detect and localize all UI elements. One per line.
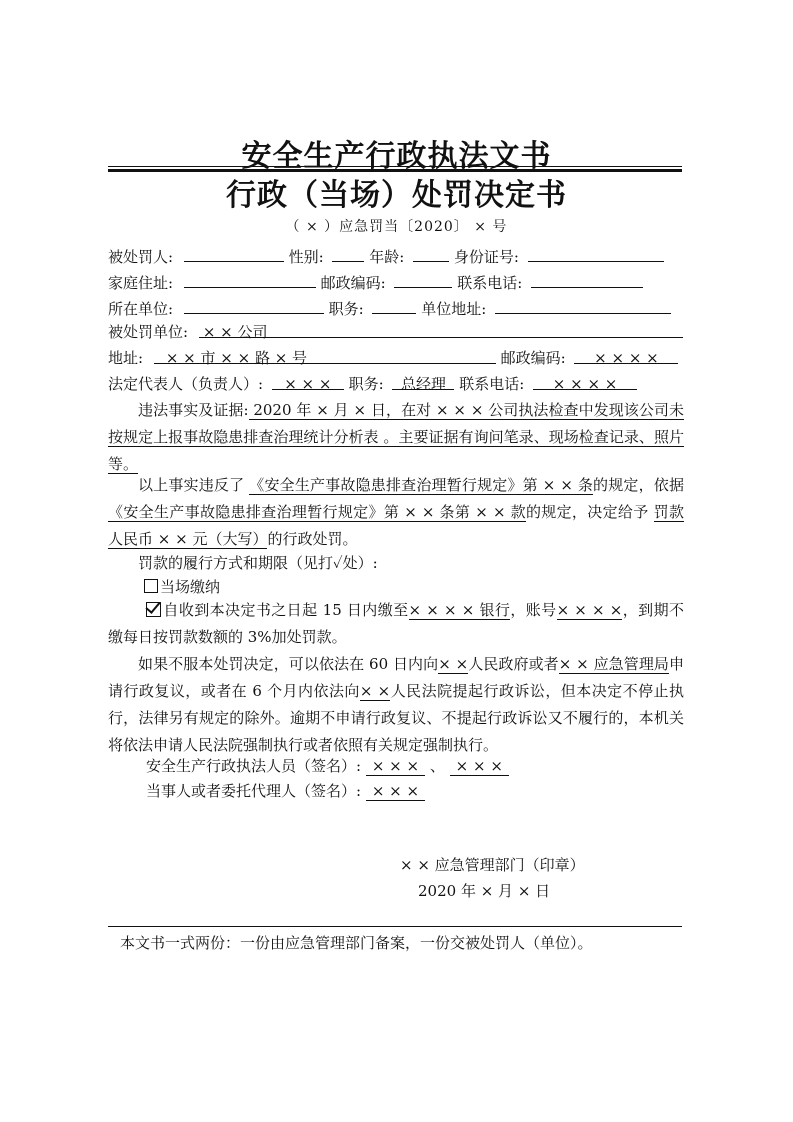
payment-method-label: 罚款的履行方式和期限（见打✓处）: (138, 554, 378, 572)
id-number-label: 身份证号: (453, 248, 519, 266)
appeal-text-3: 申请行政复议，或者在 6 个月内依法向 (108, 655, 684, 700)
home-address-label: 家庭住址: (108, 274, 174, 292)
unit-row-3 (108, 372, 684, 396)
party-signature-row (108, 779, 684, 803)
unit-name-label: 被处罚单位: (108, 323, 189, 341)
facts-text[interactable]: 2020 年 × 月 × 日，在对 × × × 公司执法检查中发现该公司未按规定上报事故隐患排查治理统计分析表 。主要证据有询问笔录、现场检查记录、照片等。 (108, 401, 685, 473)
officers-signature-label: 安全生产行政执法人员（签名）: (146, 757, 362, 775)
unit-position-label: 职务: (348, 375, 384, 393)
officer-2-signature[interactable]: × × × (450, 757, 509, 776)
unit-row-2 (108, 346, 684, 370)
on-site-payment-checkbox[interactable] (144, 579, 158, 593)
person-position-label: 职务: (328, 300, 364, 318)
person-name-label: 被处罚人: (108, 248, 174, 266)
appeal-text-4: 人民法院提起行政诉讼，但本决定不停止执行，法律另有规定的除外。逾期不申请行政复议、不提起行政诉讼又不履行的，本机关将依法申请人民法院强制执行或者依照有关规定强制执行。 (108, 682, 684, 754)
home-address-field[interactable] (184, 270, 316, 288)
gender-field[interactable] (332, 244, 364, 262)
employer-label: 所在单位: (108, 300, 174, 318)
violation-mid: 的规定，依据 (593, 476, 684, 494)
unit-row-1 (108, 320, 684, 344)
unit-postcode-field[interactable]: × × × × (574, 346, 678, 364)
gender-label: 性别: (288, 248, 324, 266)
violation-suffix: 的规定，决定给予 (525, 503, 649, 521)
employer-address-label: 单位地址: (421, 300, 487, 318)
signature-separator: 、 (429, 757, 445, 775)
unit-phone-field[interactable]: × × × × (533, 372, 637, 390)
basis-rule[interactable]: 《安全生产事故隐患排查治理暂行规定》第 × × 条第 × × 款 (108, 503, 526, 521)
unit-phone-label: 联系电话: (459, 375, 525, 393)
employer-address-field[interactable] (495, 296, 671, 314)
unit-address-label: 地址: (108, 349, 144, 367)
person-phone-label: 联系电话: (457, 274, 523, 292)
payment-option-1 (108, 575, 684, 599)
court-field[interactable]: × × (359, 682, 391, 700)
deadline-payment-text: 自收到本决定书之日起 15 日内缴至 (163, 601, 409, 619)
issue-date: 2020 年 × 月 × 日 (418, 882, 551, 900)
bank-field[interactable]: × × × × 银行 (408, 601, 511, 619)
person-row-2 (108, 270, 684, 295)
emergency-dept-field[interactable]: × × 应急管理局 (558, 655, 669, 673)
overdue-fine-text: ，到期不缴每日按罚款数额的 3%加处罚款。 (108, 601, 684, 646)
violated-rule[interactable]: 《安全生产事故隐患排查治理暂行规定》第 × × 条 (249, 476, 594, 494)
facts-paragraph (108, 397, 684, 478)
person-row-3 (108, 296, 684, 321)
person-phone-field[interactable] (531, 270, 643, 288)
person-postcode-label: 邮政编码: (320, 274, 386, 292)
employer-field[interactable] (184, 296, 324, 314)
appeal-paragraph (108, 651, 684, 759)
deadline-payment-checkbox[interactable] (146, 602, 161, 617)
issuing-department-seal: × × 应急管理部门（印章） (400, 856, 585, 874)
on-site-payment-label: 当场缴纳 (160, 578, 221, 596)
penalty-field[interactable]: 罚款人民币 × × 元（大写） (108, 503, 684, 548)
government-field[interactable]: × × (438, 655, 469, 673)
legal-rep-label: 法定代表人（负责人）: (108, 375, 264, 393)
party-signature-label: 当事人或者委托代理人（签名）: (146, 782, 362, 800)
age-field[interactable] (413, 244, 449, 262)
document-title: 行政（当场）处罚决定书 (226, 178, 567, 213)
violation-end: 的行政处罚。 (267, 530, 358, 548)
title-divider-thin (108, 166, 682, 167)
appeal-text-1: 如果不服本处罚决定，可以依法在 60 日内向 (138, 655, 439, 673)
payment-label-row (108, 551, 684, 575)
footer-divider (108, 926, 682, 927)
payment-option-2 (108, 597, 684, 651)
unit-address-field[interactable]: × × 市 × × 路 × 号 (154, 346, 496, 364)
copies-note: 本文书一式两份：一份由应急管理部门备案，一份交被处罚人（单位）。 (120, 934, 593, 952)
appeal-text-2: 人民政府或者 (468, 655, 559, 673)
document-number: （ × ）应急罚当〔2020〕 × 号 (285, 219, 508, 235)
account-field[interactable]: × × × × (556, 601, 623, 619)
person-name-field[interactable] (184, 244, 284, 262)
age-label: 年龄: (369, 248, 405, 266)
account-label: ，账号 (510, 601, 557, 619)
legal-rep-field[interactable]: × × × (272, 372, 344, 390)
person-position-field[interactable] (372, 296, 416, 314)
person-postcode-field[interactable] (394, 270, 452, 288)
officer-1-signature[interactable]: × × × (366, 757, 425, 776)
unit-name-field[interactable]: × × 公司 (199, 320, 683, 338)
officers-signature-row (108, 754, 684, 778)
person-row-1 (108, 244, 684, 269)
violation-prefix: 以上事实违反了 (138, 476, 245, 494)
violation-paragraph (108, 472, 684, 553)
unit-postcode-label: 邮政编码: (500, 349, 566, 367)
party-signature[interactable]: × × × (366, 782, 425, 801)
id-number-field[interactable] (528, 244, 664, 262)
document-series-title: 安全生产行政执法文书 (241, 139, 552, 174)
unit-position-field[interactable]: 总经理 (392, 372, 454, 390)
facts-label: 违法事实及证据: (138, 401, 249, 419)
